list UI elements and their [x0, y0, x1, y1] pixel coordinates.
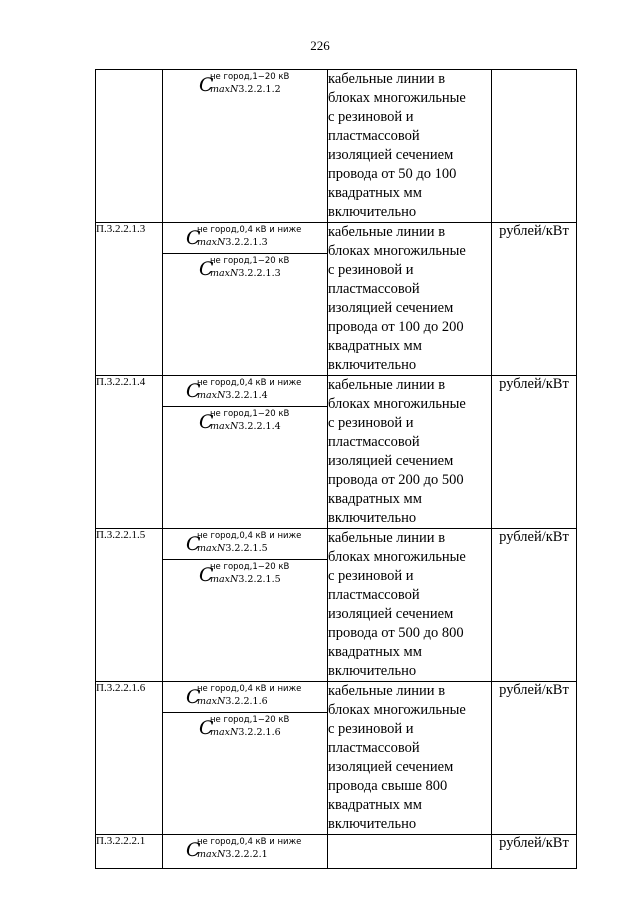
tariff-formula [163, 682, 327, 712]
table-row [96, 70, 577, 223]
formula-cell [163, 223, 328, 376]
tariff-formula [163, 560, 327, 590]
formula-subscript [197, 390, 268, 401]
formula-superscript: не город,1−20 кВ [210, 256, 290, 266]
description-line: пластмассовой [328, 128, 420, 144]
row-code: П.3.2.2.1.3 [96, 223, 163, 376]
description-line: квадратных мм [328, 338, 422, 354]
row-code: П.3.2.2.1.4 [96, 376, 163, 529]
tariff-formula [163, 529, 327, 559]
formula-symbol: C [186, 839, 201, 861]
description-line: блоках многожильные [328, 549, 466, 565]
formula-subscript-var: maxN [210, 268, 239, 279]
unit-cell [492, 70, 577, 223]
description-cell [328, 376, 492, 529]
description-line: с резиновой и [328, 262, 414, 278]
formula-symbol: C [199, 411, 214, 433]
formula-subscript-num: 3.2.2.1.3 [238, 268, 281, 279]
formula-cell [163, 529, 328, 682]
tariff-formula [163, 254, 327, 284]
description-line: кабельные линии в [328, 71, 446, 87]
formula-subscript [210, 574, 281, 585]
description-line: пластмассовой [328, 281, 420, 297]
description-line: изоляцией сечением [328, 759, 454, 775]
row-code: П.3.2.2.1.5 [96, 529, 163, 682]
formula-subscript [197, 849, 268, 860]
table-row [96, 682, 577, 835]
formula-subscript [210, 268, 281, 279]
row-code: П.3.2.2.2.1 [96, 835, 163, 869]
description-cell [328, 70, 492, 223]
formula-superscript: не город,0,4 кВ и ниже [197, 225, 302, 235]
formula-cell [163, 70, 328, 223]
formula-subscript-num: 3.2.2.1.5 [238, 574, 281, 585]
description-line: провода от 200 до 500 [328, 472, 464, 488]
formula-subscript-num: 3.2.2.1.4 [238, 421, 281, 432]
description-line: квадратных мм [328, 491, 422, 507]
formula-subscript-num: 3.2.2.1.6 [238, 727, 281, 738]
formula-subscript-var: maxN [210, 574, 239, 585]
description-line: провода от 100 до 200 [328, 319, 464, 335]
formula-subscript-var: maxN [210, 727, 239, 738]
description-line: блоках многожильные [328, 243, 466, 259]
tariff-formula [163, 70, 327, 100]
formula-subscript-var: maxN [197, 543, 226, 554]
table-row [96, 529, 577, 682]
formula-symbol: C [186, 686, 201, 708]
description-line: с резиновой и [328, 568, 414, 584]
formula-subscript-num: 3.2.2.1.5 [225, 543, 268, 554]
formula-superscript: не город,1−20 кВ [210, 72, 290, 82]
unit-cell: рублей/кВт [492, 835, 577, 869]
formula-superscript: не город,0,4 кВ и ниже [197, 378, 302, 388]
description-cell [328, 835, 492, 869]
description-line: провода от 50 до 100 [328, 166, 457, 182]
table-row [96, 376, 577, 529]
description-line: провода свыше 800 [328, 778, 448, 794]
formula-subscript-var: maxN [197, 849, 226, 860]
formula-symbol: C [199, 564, 214, 586]
description-line: включительно [328, 510, 417, 526]
formula-symbol: C [199, 258, 214, 280]
row-code [96, 70, 163, 223]
description-line: кабельные линии в [328, 683, 446, 699]
description-line: квадратных мм [328, 797, 422, 813]
description-line: пластмассовой [328, 740, 420, 756]
formula-superscript: не город,0,4 кВ и ниже [197, 837, 302, 847]
table-row [96, 835, 577, 869]
formula-superscript: не город,0,4 кВ и ниже [197, 531, 302, 541]
formula-superscript: не город,1−20 кВ [210, 715, 290, 725]
description-cell [328, 529, 492, 682]
description-line: изоляцией сечением [328, 147, 454, 163]
row-code: П.3.2.2.1.6 [96, 682, 163, 835]
formula-subscript-var: maxN [197, 237, 226, 248]
page-number: 226 [310, 38, 330, 53]
description-line: с резиновой и [328, 109, 414, 125]
formula-cell [163, 682, 328, 835]
tariff-formula [163, 223, 327, 253]
formula-symbol: C [199, 717, 214, 739]
tariff-formula [163, 713, 327, 743]
description-line: квадратных мм [328, 644, 422, 660]
formula-cell [163, 376, 328, 529]
description-line: с резиновой и [328, 415, 414, 431]
formula-subscript [210, 421, 281, 432]
description-line: включительно [328, 816, 417, 832]
description-line: пластмассовой [328, 434, 420, 450]
description-line: включительно [328, 663, 417, 679]
description-cell [328, 682, 492, 835]
tariff-formula [163, 407, 327, 437]
unit-cell: рублей/кВт [492, 223, 577, 376]
table-row [96, 223, 577, 376]
unit-cell: рублей/кВт [492, 376, 577, 529]
formula-subscript-var: maxN [197, 696, 226, 707]
unit-cell: рублей/кВт [492, 682, 577, 835]
formula-subscript-num: 3.2.2.1.3 [225, 237, 268, 248]
formula-subscript-num: 3.2.2.1.6 [225, 696, 268, 707]
formula-symbol: C [186, 380, 201, 402]
formula-symbol: C [186, 533, 201, 555]
description-line: блоках многожильные [328, 90, 466, 106]
formula-superscript: не город,1−20 кВ [210, 409, 290, 419]
description-line: блоках многожильные [328, 396, 466, 412]
formula-subscript-var: maxN [210, 84, 239, 95]
formula-symbol: C [186, 227, 201, 249]
formula-symbol: C [199, 74, 214, 96]
formula-subscript-var: maxN [210, 421, 239, 432]
description-line: квадратных мм [328, 185, 422, 201]
formula-subscript [210, 84, 281, 95]
description-line: включительно [328, 204, 417, 220]
description-line: включительно [328, 357, 417, 373]
description-line: провода от 500 до 800 [328, 625, 464, 641]
description-line: пластмассовой [328, 587, 420, 603]
formula-cell [163, 835, 328, 869]
tariff-formula [163, 376, 327, 406]
description-line: блоках многожильные [328, 702, 466, 718]
formula-subscript [210, 727, 281, 738]
formula-subscript-num: 3.2.2.1.4 [225, 390, 268, 401]
description-line: изоляцией сечением [328, 300, 454, 316]
formula-subscript-num: 3.2.2.2.1 [225, 849, 268, 860]
description-line: кабельные линии в [328, 224, 446, 240]
tariff-formula [163, 835, 327, 865]
formula-subscript [197, 696, 268, 707]
description-line: изоляцией сечением [328, 453, 454, 469]
description-line: кабельные линии в [328, 530, 446, 546]
description-line: с резиновой и [328, 721, 414, 737]
formula-subscript [197, 237, 268, 248]
formula-subscript-var: maxN [197, 390, 226, 401]
formula-subscript-num: 3.2.2.1.2 [238, 84, 281, 95]
formula-subscript [197, 543, 268, 554]
description-line: кабельные линии в [328, 377, 446, 393]
rates-table [95, 69, 577, 869]
description-cell [328, 223, 492, 376]
formula-superscript: не город,0,4 кВ и ниже [197, 684, 302, 694]
formula-superscript: не город,1−20 кВ [210, 562, 290, 572]
unit-cell: рублей/кВт [492, 529, 577, 682]
description-line: изоляцией сечением [328, 606, 454, 622]
